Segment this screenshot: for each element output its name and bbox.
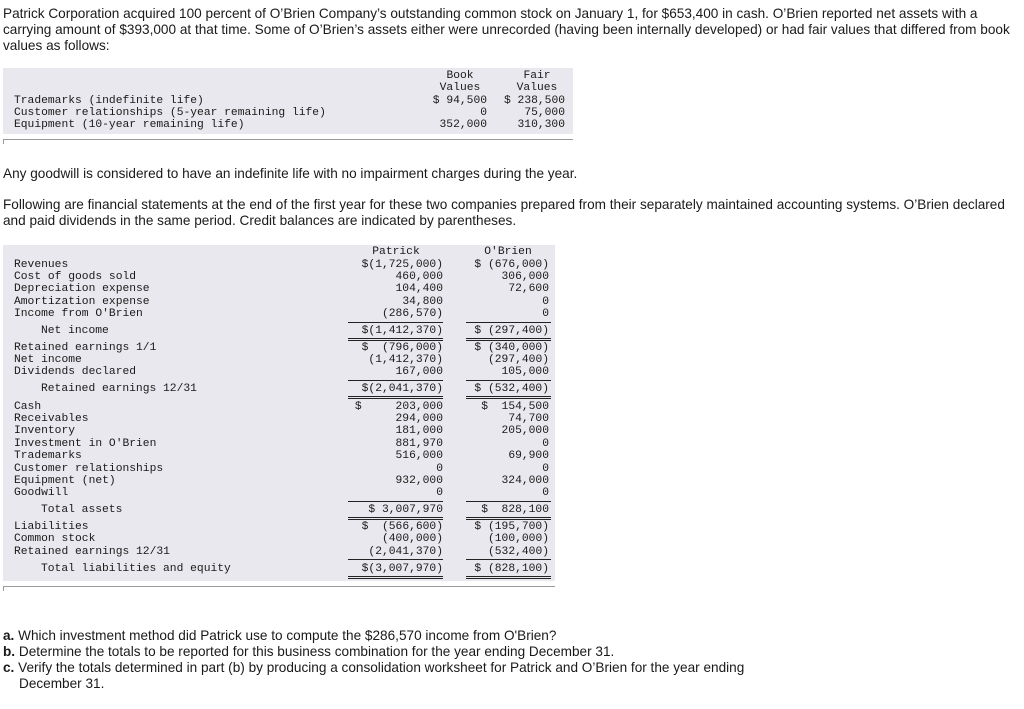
total-double-rule [466,576,551,579]
patrick-value-cell: $(2,041,370) [361,383,443,395]
book-value-cell: 352,000 [439,119,487,132]
subtotal-rule [466,322,551,323]
row-label: Dividends declared [14,366,137,379]
obrien-value-cell: 69,900 [508,450,549,463]
book-value-cell: 0 [480,106,487,119]
question-letter: b. [3,644,16,659]
table-bottom-rule [3,586,555,587]
patrick-value-cell: $(3,007,970) [361,562,443,575]
row-label: Trademarks (indefinite life) [14,94,204,107]
obrien-value-cell: $ (676,000) [474,258,549,271]
patrick-value-cell: 34,800 [402,295,443,308]
patrick-value-cell: 0 [436,462,443,475]
table-row [3,475,555,487]
obrien-value-cell: 72,600 [508,283,549,296]
table-row [3,383,555,395]
row-label: Common stock [14,533,96,546]
question-text: Which investment method did Patrick use to compute the $286,570 income from O'Brien? [18,628,557,643]
obrien-value-cell: $ (828,100) [474,562,549,575]
patrick-value-cell: 294,000 [395,412,443,425]
header-fair: Fair [523,70,551,82]
row-label: Receivables [14,412,89,425]
patrick-value-cell: (286,570) [381,308,443,321]
patrick-value-cell: (400,000) [381,533,443,546]
table-row [3,342,555,354]
row-label: Goodwill [14,487,69,500]
row-label: Retained earnings 12/31 [14,545,170,558]
total-double-rule [348,517,443,520]
questions-list [3,628,1013,692]
header-fair-values: Values [516,82,558,95]
row-label: Cost of goods sold [14,270,137,283]
obrien-value-cell: $ 154,500 [481,400,549,413]
patrick-value-cell: 181,000 [395,425,443,438]
table-row [3,425,555,437]
table-row [3,366,555,378]
patrick-value-cell: (2,041,370) [368,545,443,558]
patrick-value-cell: 932,000 [395,474,443,487]
total-double-rule [466,338,551,341]
total-double-rule [348,338,443,341]
header-obrien: O'Brien [484,246,532,258]
goodwill-note: Any goodwill is considered to have an indefinite life with no impairment charges during the year. [3,166,578,181]
obrien-value-cell: 0 [542,487,549,500]
patrick-value-cell: $ (566,600) [361,521,443,533]
total-double-rule [348,396,443,399]
obrien-value-cell: (532,400) [487,545,549,558]
fair-value-cell: 75,000 [524,106,565,119]
patrick-value-cell: 0 [436,487,443,500]
obrien-value-cell: $ (340,000) [474,341,549,354]
table-row [3,107,573,119]
subtotal-rule [466,501,551,502]
table-row [3,563,555,575]
patrick-value-cell: 167,000 [395,366,443,379]
header-book-values: Values [439,82,481,95]
subtotal-rule [466,559,551,560]
question-item [3,660,1013,676]
table-row [3,259,555,271]
table-row [3,271,555,283]
row-label: Customer relationships [14,462,164,475]
fair-value-table [3,68,573,146]
table-row [3,401,555,413]
row-label: Depreciation expense [14,283,150,296]
patrick-value-cell: $ 3,007,970 [368,504,443,516]
row-label: Equipment (10-year remaining life) [14,119,245,132]
row-label: Net income [14,353,82,366]
table-row [3,450,555,462]
row-label: Retained earnings 1/1 [14,341,157,354]
row-label: Investment in O'Brien [14,437,157,450]
table-corner-tick [3,586,4,591]
obrien-value-cell: 0 [542,308,549,321]
fair-value-cell: 310,300 [517,119,565,132]
table-row [3,533,555,545]
table-row [3,463,555,475]
patrick-value-cell: (1,412,370) [368,353,443,366]
subtotal-rule [348,559,443,560]
obrien-value-cell: 74,700 [508,412,549,425]
subtotal-rule [348,380,443,381]
table-row [3,504,555,516]
obrien-value-cell: $ (297,400) [474,324,549,337]
row-label: Customer relationships (5-year remaining life) [14,106,326,119]
table-row [3,438,555,450]
obrien-value-cell: 105,000 [501,366,549,379]
row-label: Net income [41,324,109,337]
table-row [3,283,555,295]
row-label: Revenues [14,258,69,271]
obrien-value-cell: $ (195,700) [474,521,549,533]
subtotal-rule [466,380,551,381]
row-label: Cash [14,400,42,413]
table-row [3,296,555,308]
obrien-value-cell: $ (532,400) [474,383,549,395]
subtotal-rule [348,322,443,323]
table-row [3,546,555,558]
table-row [3,521,555,533]
row-label: Liabilities [14,521,89,533]
patrick-value-cell: 460,000 [395,270,443,283]
fair-value-cell: $ 238,500 [503,94,565,107]
table-row [3,119,573,131]
obrien-value-cell: 0 [542,437,549,450]
patrick-value-cell: $ (796,000) [361,341,443,354]
obrien-value-cell: 324,000 [501,474,549,487]
table-bottom-rule [3,139,573,140]
obrien-value-cell: 0 [542,295,549,308]
question-letter: a. [3,628,15,643]
patrick-value-cell: $(1,725,000) [361,258,443,271]
table-row [3,487,555,499]
header-book: Book [446,70,474,82]
patrick-value-cell: 516,000 [395,450,443,463]
patrick-value-cell: 881,970 [395,437,443,450]
row-label: Inventory [14,425,76,438]
table-corner-tick [3,139,4,144]
question-text: Verify the totals determined in part (b) by producing a consolidation worksheet for Patrick and O’Brien for the year ending [18,660,745,675]
obrien-value-cell: 306,000 [501,270,549,283]
subtotal-rule [348,501,443,502]
question-continuation: December 31. [19,676,105,691]
table-row [3,325,555,337]
patrick-value-cell: $ 203,000 [354,400,443,413]
question-letter: c. [3,660,15,675]
book-value-cell: $ 94,500 [432,94,487,107]
row-label: Amortization expense [14,295,150,308]
row-label: Income from O'Brien [14,308,143,321]
statements-intro: Following are financial statements at the end of the first year for these two companies prepared from their separately maintained accounting systems. O’Brien declared and paid dividends in the same period. Credit balances are indicated by parentheses. [3,197,1005,228]
row-label: Equipment (net) [14,474,116,487]
question-item [3,628,1013,644]
obrien-value-cell: 205,000 [501,425,549,438]
question-text: Determine the totals to be reported for this business combination for the year ending December 31. [18,644,615,659]
row-label: Total liabilities and equity [41,562,231,575]
obrien-value-cell: (297,400) [487,353,549,366]
total-double-rule [348,576,443,579]
obrien-value-cell: 0 [542,462,549,475]
question-item [3,644,1013,660]
row-label: Retained earnings 12/31 [41,383,197,395]
total-double-rule [466,396,551,399]
obrien-value-cell: $ 828,100 [481,504,549,516]
financial-statements-table [3,245,555,591]
header-patrick: Patrick [372,246,420,258]
row-label: Trademarks [14,450,82,463]
total-double-rule [466,517,551,520]
table-row [3,413,555,425]
obrien-value-cell: (100,000) [487,533,549,546]
patrick-value-cell: $(1,412,370) [361,324,443,337]
table-row [3,308,555,320]
patrick-value-cell: 104,400 [395,283,443,296]
table-row [3,354,555,366]
intro-paragraph: Patrick Corporation acquired 100 percent of O’Brien Company’s outstanding common stock on January 1, for $653,400 in cash. O’Brien reported net assets with a carrying amount of $393,000 at that time. Some of O’Brien’s assets either were unrecorded (having been internally developed) or had fair values that differed from book values as follows: [3,6,1010,53]
row-label: Total assets [41,504,123,516]
table-row [3,95,573,107]
